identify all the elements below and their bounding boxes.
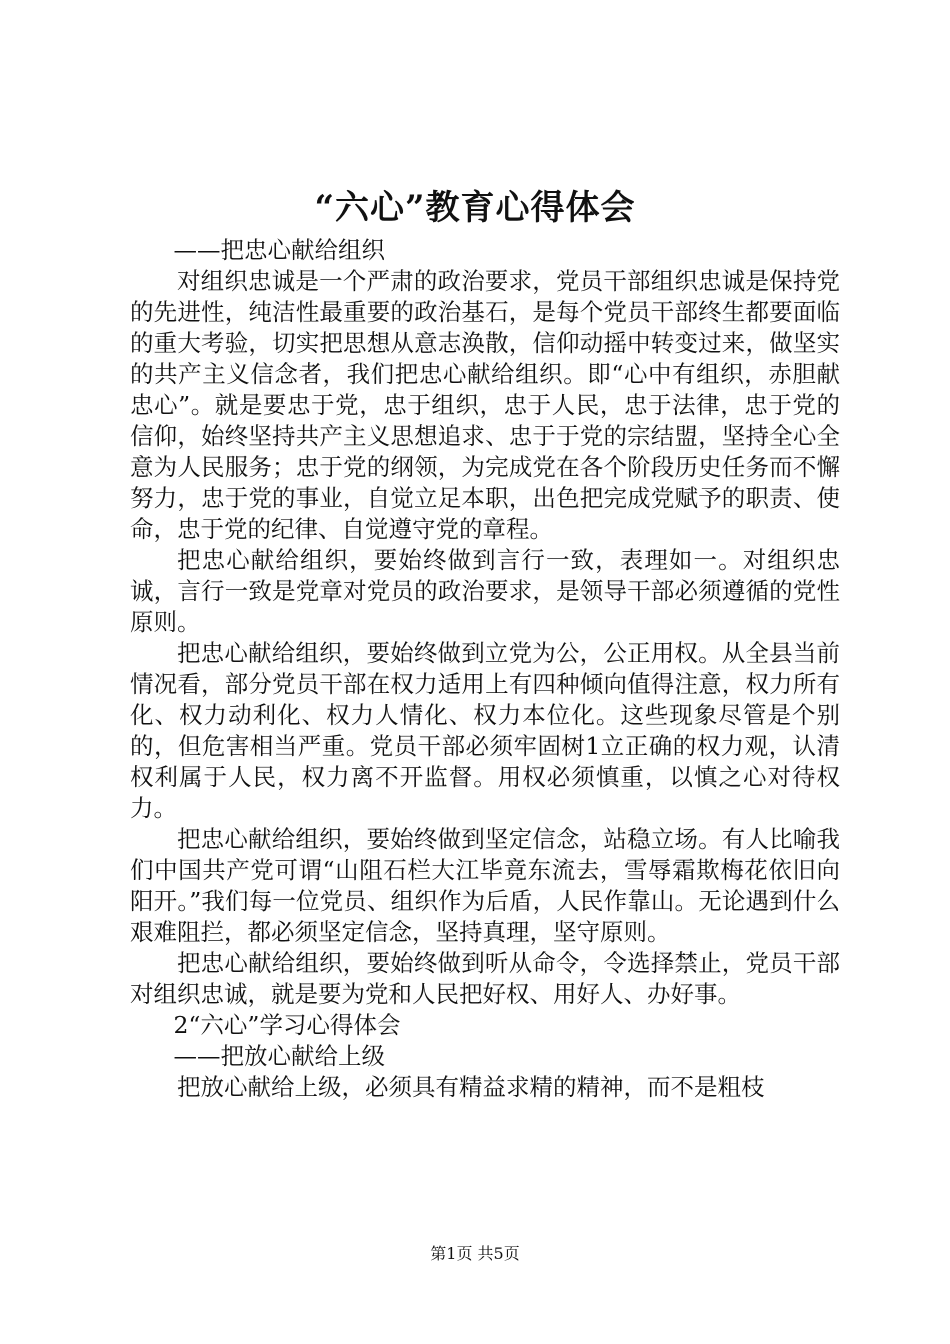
page-footer: 第1页 共5页 bbox=[430, 1244, 520, 1263]
document-title: “六心”教育心得体会 bbox=[314, 188, 636, 228]
paragraph-obedience: 把忠心献给组织，要始终做到听从命令，令选择禁止，党员干部对组织忠诚，就是要为党和人民把好权、用好人、办好事。 bbox=[130, 949, 840, 1008]
section-heading-2: 2“六心”学习心得体会 bbox=[173, 1011, 401, 1039]
document-body bbox=[130, 235, 840, 1103]
paragraph-belief: 把忠心献给组织，要始终做到坚定信念，站稳立场。有人比喻我们中国共产党可谓“山阻石栏大江毕竟东流去，雪辱霜欺梅花依旧向阳开。”我们每一位党员、组织作为后盾，人民作靠山。无论遇到什么艰难阻拦，都必须坚定信念，坚持真理，坚守原则。 bbox=[130, 825, 840, 946]
paragraph-power: 把忠心献给组织，要始终做到立党为公，公正用权。从全县当前情况看，部分党员干部在权力适用上有四种倾向值得注意，权力所有化、权力动利化、权力人情化、权力本位化。这些现象尽管是个别的，但危害相当严重。党员干部必须牢固树1立正确的权力观，认清权利属于人民，权力离不开监督。用权必须慎重，以慎之心对待权力。 bbox=[130, 639, 840, 822]
paragraph-consistency: 把忠心献给组织，要始终做到言行一致，表理如一。对组织忠诚，言行一致是党章对党员的政治要求，是领导干部必须遵循的党性原则。 bbox=[130, 546, 840, 636]
paragraph-loyalty-intro: 对组织忠诚是一个严肃的政治要求，党员干部组织忠诚是保持党的先进性，纯洁性最重要的政治基石，是每个党员干部终生都要面临的重大考验，切实把思想从意志涣散，信仰动摇中转变过来，做坚实的共产主义信念者，我们把忠心献给组织。即“心中有组织，赤胆献忠心”。就是要忠于党，忠于组织，忠于人民，忠于法律，忠于党的信仰，始终坚持共产主义思想追求、忠于于党的宗结盟，坚持全心全意为人民服务；忠于党的纲领，为完成党在各个阶段历史任务而不懈努力，忠于党的事业，自觉立足本职，出色把完成党赋予的职责、使命，忠于党的纪律、自觉遵守党的章程。 bbox=[130, 267, 840, 543]
subtitle-loyalty: ——把忠心献给组织 bbox=[173, 236, 385, 264]
subtitle-trust: ——把放心献给上级 bbox=[173, 1042, 385, 1070]
paragraph-trust-intro: 把放心献给上级，必须具有精益求精的精神，而不是粗枝 bbox=[177, 1073, 765, 1101]
